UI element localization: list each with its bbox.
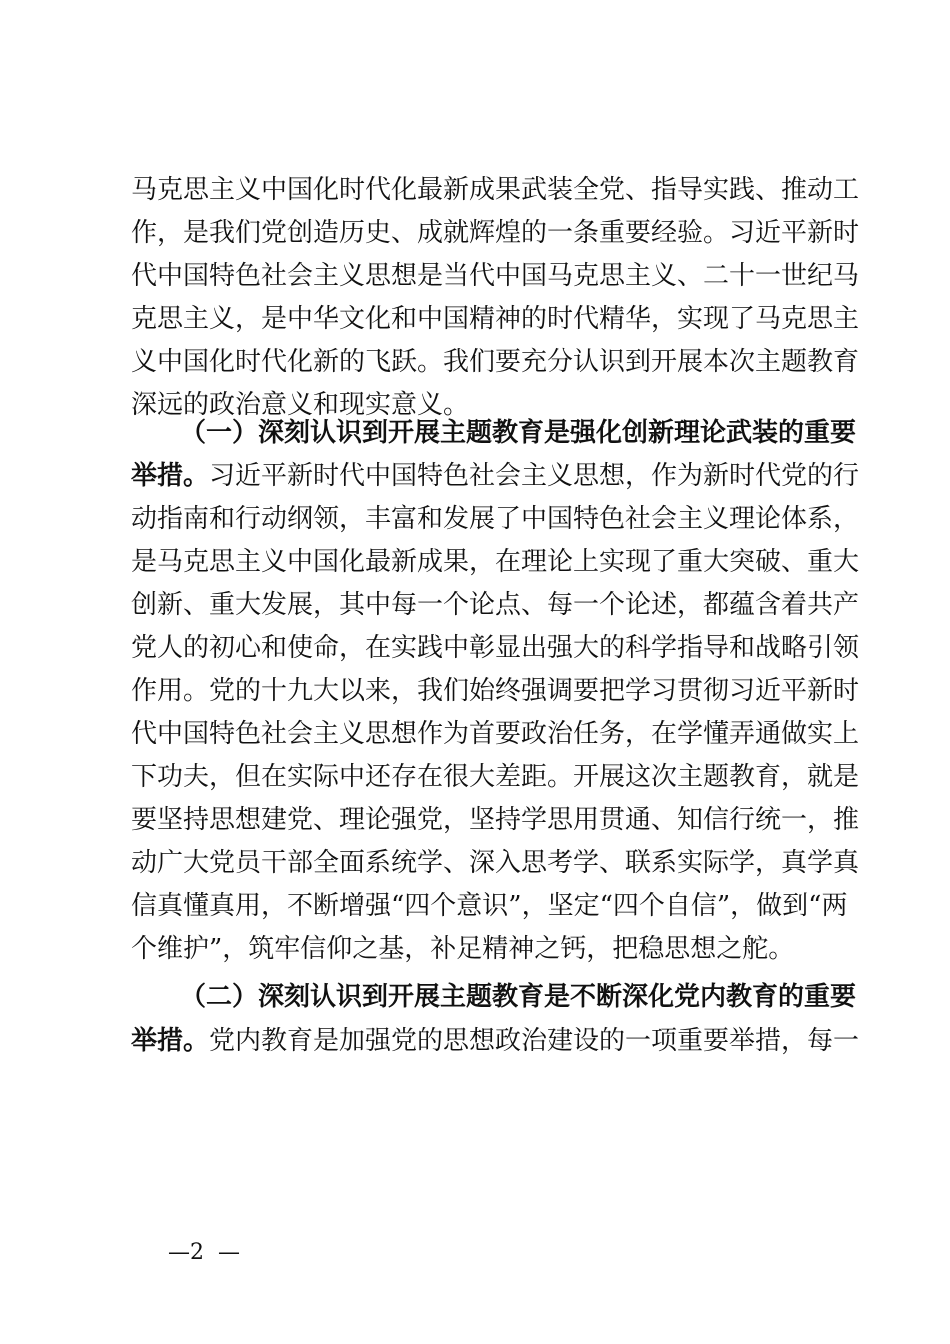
body-line: 深远的政治意义和现实意义。: [131, 390, 470, 420]
body-line: 克思主义，是中华文化和中国精神的时代精华，实现了马克思主: [131, 304, 860, 334]
body-line: 代中国特色社会主义思想是当代中国马克思主义、二十一世纪马: [131, 261, 860, 291]
body-line: 动广大党员干部全面系统学、深入思考学、联系实际学，真学真: [131, 848, 860, 878]
body-line: 个维护”，筑牢信仰之基，补足精神之钙，把稳思想之舵。: [131, 934, 795, 964]
body-line: 举措。习近平新时代中国特色社会主义思想，作为新时代党的行: [131, 461, 860, 491]
body-line: 党人的初心和使命，在实践中彰显出强大的科学指导和战略引领: [131, 633, 860, 663]
body-line: 作，是我们党创造历史、成就辉煌的一条重要经验。习近平新时: [131, 218, 860, 248]
body-line: 代中国特色社会主义思想作为首要政治任务，在学懂弄通做实上: [131, 719, 860, 749]
body-line: 是马克思主义中国化最新成果，在理论上实现了重大突破、重大: [131, 547, 860, 577]
body-line: 马克思主义中国化时代化最新成果武装全党、指导实践、推动工: [131, 175, 860, 205]
body-line: 信真懂真用，不断增强“四个意识”，坚定“四个自信”，做到“两: [131, 891, 848, 921]
section-heading-1: （一）深刻认识到开展主题教育是强化创新理论武装的重要: [180, 418, 857, 448]
body-line: 创新、重大发展，其中每一个论点、每一个论述，都蕴含着共产: [131, 590, 860, 620]
page-number: —2 —: [168, 1240, 240, 1265]
body-line: 下功夫，但在实际中还存在很大差距。开展这次主题教育，就是: [131, 762, 860, 792]
body-line: 动指南和行动纲领，丰富和发展了中国特色社会主义理论体系，: [131, 504, 860, 534]
body-line: 义中国化时代化新的飞跃。我们要充分认识到开展本次主题教育: [131, 347, 860, 377]
body-line: 作用。党的十九大以来，我们始终强调要把学习贯彻习近平新时: [131, 676, 860, 706]
body-line: 要坚持思想建党、理论强党，坚持学思用贯通、知信行统一，推: [131, 805, 860, 835]
section-heading-2: （二）深刻认识到开展主题教育是不断深化党内教育的重要: [180, 982, 857, 1012]
body-line: 举措。党内教育是加强党的思想政治建设的一项重要举措，每一: [131, 1026, 860, 1056]
